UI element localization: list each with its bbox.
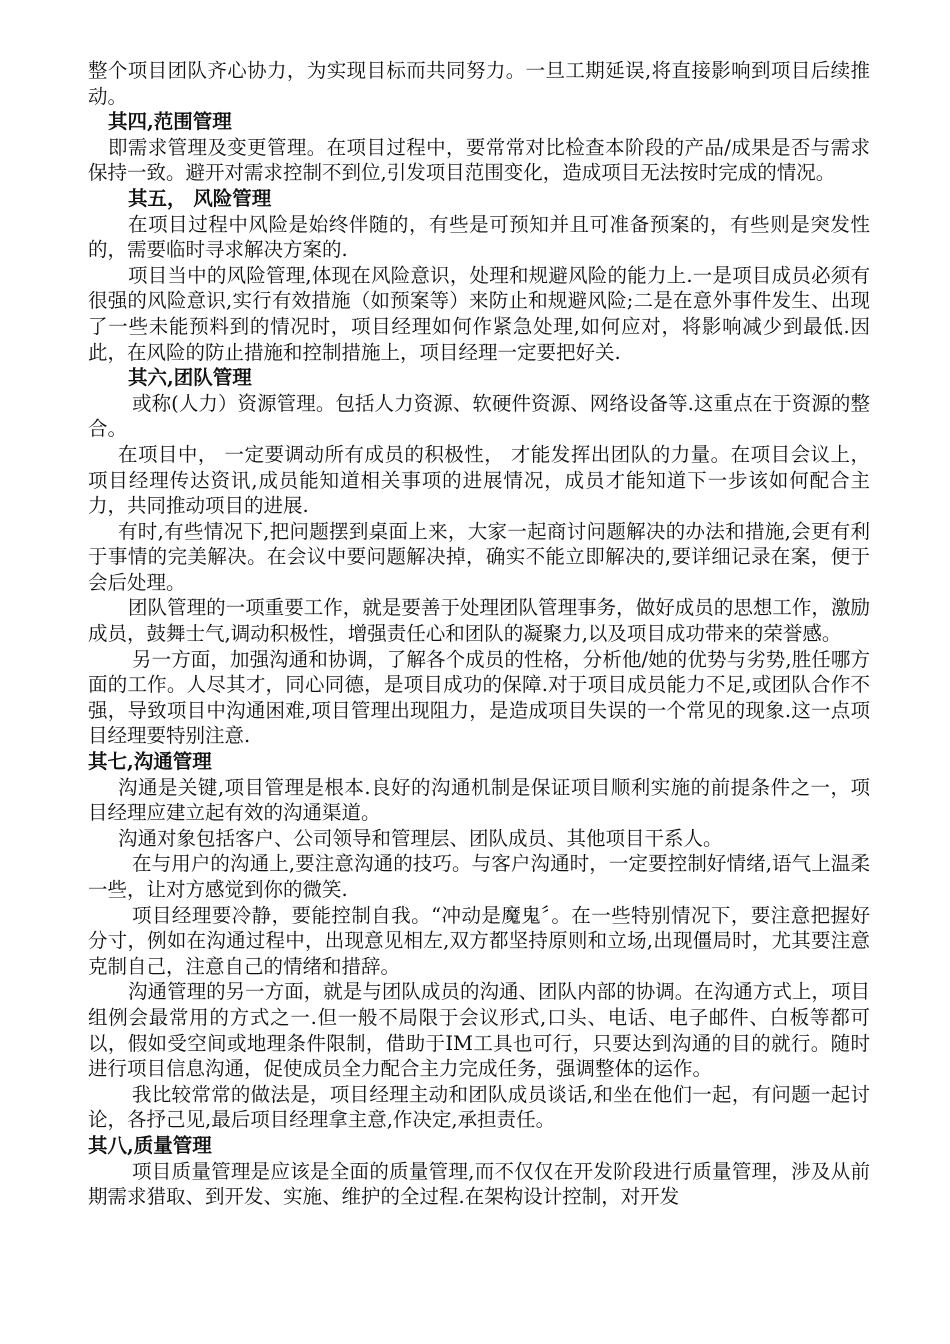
paragraph: 我比较常常的做法是，项目经理主动和团队成员谈话,和坐在他们一起，有问题一起讨论，各抒己见,最后项目经理拿主意,作决定,承担责任。 — [88, 1082, 870, 1132]
document-page — [88, 58, 870, 1210]
paragraph: 整个项目团队齐心协力，为实现目标而共同努力。一旦工期延误,将直接影响到项目后续推动。 — [88, 59, 870, 108]
section-heading-team: 其六,团队管理 — [128, 366, 252, 390]
section-heading-scope: 其四,范围管理 — [108, 110, 232, 134]
paragraph: 即需求管理及变更管理。在项目过程中，要常常对比检查本阶段的产品/成果是否与需求保持一致。避开对需求控制不到位,引发项目范围变化，造成项目无法按时完成的情况。 — [88, 135, 870, 185]
section-heading-communication: 其七,沟通管理 — [88, 750, 212, 774]
paragraph: 沟通管理的另一方面，就是与团队成员的沟通、团队内部的协调。在沟通方式上，项目组例会最常用的方式之一.但一般不局限于会议形式,口头、电话、电子邮件、白板等都可以，假如受空间或地理条件限制，借助于IM工具也可行，只要达到沟通的目的就行。随时进行项目信息沟通，促使成员全力配合主力完成任务，强调整体的运作。 — [88, 980, 870, 1081]
section-heading-quality: 其八,质量管理 — [88, 1133, 212, 1157]
paragraph: 在项目中， 一定要调动所有成员的积极性， 才能发挥出团队的力量。在项目会议上，项目经理传达资讯,成员能知道相关事项的进展情况，成员才能知道下一步该如何配合主力，共同推动项目的进展. — [88, 442, 870, 518]
section-heading-risk: 其五， 风险管理 — [128, 186, 272, 210]
paragraph: 项目经理要冷静，要能控制自我。“冲动是魔鬼〞。在一些特别情况下，要注意把握好分寸，例如在沟通过程中，出现意见相左,双方都坚持原则和立场,出现僵局时，尤其要注意克制自己，注意自己的情绪和措辞。 — [88, 903, 870, 978]
paragraph: 沟通对象包括客户、公司领导和管理层、团队成员、其他项目干系人。 — [118, 826, 723, 850]
paragraph: 团队管理的一项重要工作，就是要善于处理团队管理事务，做好成员的思想工作，激励成员，鼓舞士气,调动积极性，增强责任心和团队的凝聚力,以及项目成功带来的荣誉感。 — [88, 596, 870, 646]
paragraph: 项目质量管理是应该是全面的质量管理,而不仅仅在开发阶段进行质量管理，涉及从前期需求猎取、到开发、实施、维护的全过程.在架构设计控制，对开发 — [88, 1159, 870, 1209]
paragraph: 在项目过程中风险是始终伴随的，有些是可预知并且可准备预案的，有些则是突发性的，需要临时寻求解决方案的. — [88, 212, 870, 262]
paragraph: 沟通是关键,项目管理是根本.良好的沟通机制是保证项目顺利实施的前提条件之一，项目经理应建立起有效的沟通渠道。 — [88, 775, 870, 825]
paragraph: 项目当中的风险管理,体现在风险意识，处理和规避风险的能力上.一是项目成员必须有很强的风险意识,实行有效措施（如预案等）来防止和规避风险;二是在意外事件发生、出现了一些未能预料到的情况时，项目经理如何作紧急处理,如何应对，将影响减少到最低.因此，在风险的防止措施和控制措施上，项目经理一定要把好关. — [88, 263, 870, 364]
paragraph: 有时,有些情况下,把问题摆到桌面上来，大家一起商讨问题解决的办法和措施,会更有利于事情的完美解决。在会议中要问题解决掉，确实不能立即解决的,要详细记录在案，便于会后处理。 — [88, 519, 870, 594]
paragraph: 另一方面，加强沟通和协调，了解各个成员的性格，分析他/她的优势与劣势,胜任哪方面的工作。人尽其才，同心同德，是项目成功的保障.对于项目成员能力不足,或团队合作不强，导致项目中沟通困难,项目管理出现阻力，是造成项目失误的一个常见的现象.这一点项目经理要特别注意. — [88, 647, 870, 748]
paragraph: 或称(人力）资源管理。包括人力资源、软硬件资源、网络设备等.这重点在于资源的整合。 — [88, 391, 870, 441]
paragraph: 在与用户的沟通上,要注意沟通的技巧。与客户沟通时，一定要控制好情绪,语气上温柔一些，让对方感觉到你的微笑. — [88, 852, 870, 901]
